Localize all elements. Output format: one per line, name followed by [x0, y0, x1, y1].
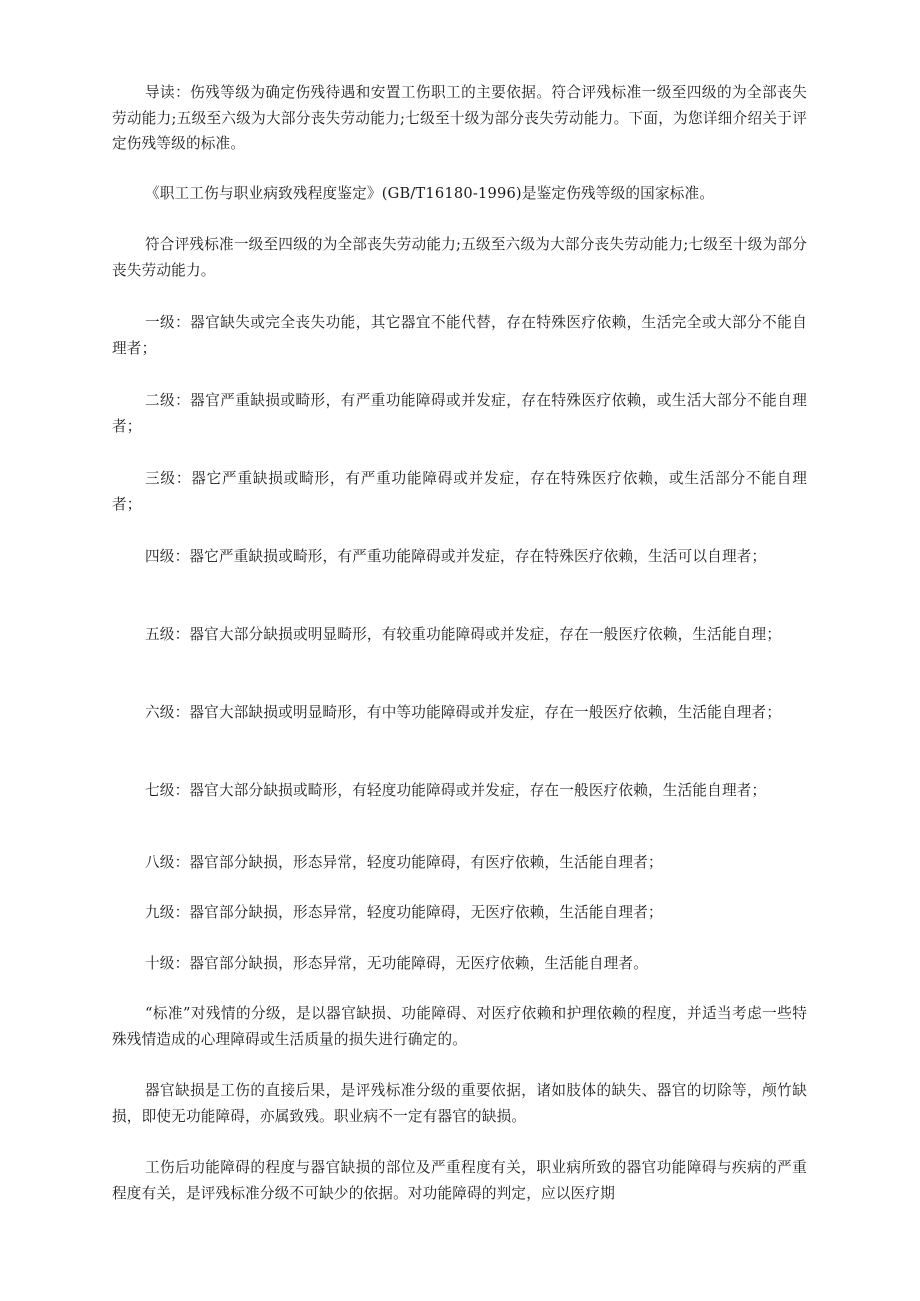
grade-3-paragraph: 三级：器它严重缺损或畸形，有严重功能障碍或并发症，存在特殊医疗依赖，或生活部分不能自理者；	[112, 470, 807, 513]
grade-2-paragraph: 二级：器官严重缺损或畸形，有严重功能障碍或并发症，存在特殊医疗依赖，或生活大部分不能自理者；	[112, 392, 807, 435]
organ-defect-paragraph: 器官缺损是工伤的直接后果，是评残标准分级的重要依据，诸如肢体的缺失、器官的切除等，颅竹缺损，即使无功能障碍，亦属致残。职业病不一定有器官的缺损。	[112, 1082, 807, 1125]
functional-impairment-paragraph: 工伤后功能障碍的程度与器官缺损的部位及严重程度有关，职业病所致的器官功能障碍与疾病的严重程度有关，是评残标准分级不可缺少的依据。对功能障碍的判定，应以医疗期	[112, 1159, 807, 1202]
grade-8-paragraph: 八级：器官部分缺损，形态异常，轻度功能障碍，有医疗依赖，生活能自理者；	[145, 854, 663, 871]
standard-reference-paragraph: 《职工工伤与职业病致残程度鉴定》(GB/T16180-1996)是鉴定伤残等级的国家标准。	[145, 185, 715, 202]
grade-10-paragraph: 十级：器官部分缺损，形态异常，无功能障碍，无医疗依赖，生活能自理者。	[145, 955, 648, 972]
grade-6-paragraph: 六级：器官大部缺损或明显畸形，有中等功能障碍或并发症，存在一般医疗依赖，生活能自理者；	[145, 704, 782, 721]
grade-1-paragraph: 一级：器官缺失或完全丧失功能，其它器宜不能代替，存在特殊医疗依赖，生活完全或大部分不能自理者；	[112, 314, 807, 357]
classification-summary-paragraph: 符合评残标准一级至四级的为全部丧失劳动能力;五级至六级为大部分丧失劳动能力;七级至十级为部分丧失劳动能力。	[112, 236, 807, 279]
grading-basis-paragraph: “标准”对残情的分级，是以器官缺损、功能障碍、对医疗依赖和护理依赖的程度，并适当考虑一些特殊残情造成的心理障碍或生活质量的损失进行确定的。	[112, 1005, 807, 1048]
grade-4-paragraph: 四级：器它严重缺损或畸形，有严重功能障碍或并发症，存在特殊医疗依赖，生活可以自理者；	[145, 548, 767, 565]
intro-paragraph: 导读：伤残等级为确定伤残待遇和安置工伤职工的主要依据。符合评残标准一级至四级的为全部丧失劳动能力;五级至六级为大部分丧失劳动能力;七级至十级为部分丧失劳动能力。下面，为您详细介绍关于评定伤残等级的标准。	[112, 84, 807, 152]
grade-9-paragraph: 九级：器官部分缺损，形态异常，轻度功能障碍，无医疗依赖，生活能自理者；	[145, 904, 663, 921]
grade-5-paragraph: 五级：器官大部分缺损或明显畸形，有较重功能障碍或并发症，存在一般医疗依赖，生活能自理；	[145, 626, 782, 643]
grade-7-paragraph: 七级：器官大部分缺损或畸形，有轻度功能障碍或并发症，存在一般医疗依赖，生活能自理者；	[145, 782, 767, 799]
